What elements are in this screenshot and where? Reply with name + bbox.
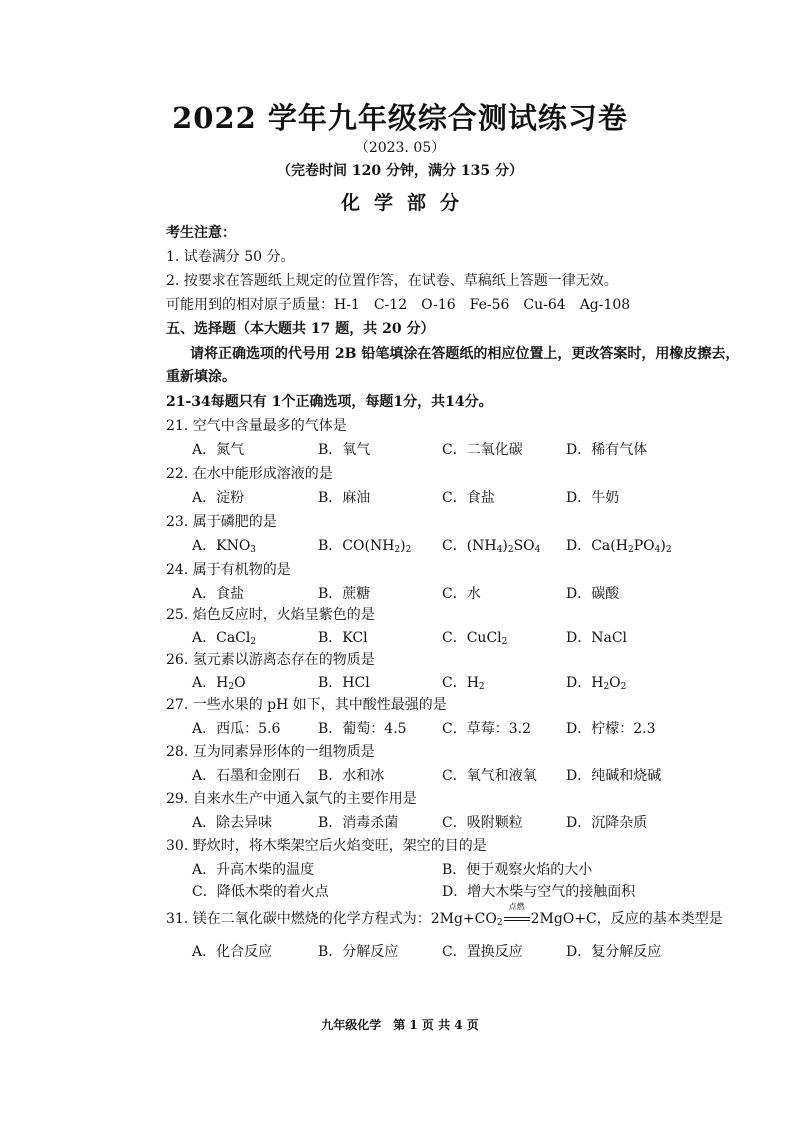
option-a: A．食盐 (192, 586, 245, 602)
question-28: 28. 互为同素异形体的一组物质是 (166, 744, 375, 760)
atomic-masses: 可能用到的相对原子质量：H-1 C-12 O-16 Fe-56 Cu-64 Ag-108 (166, 297, 631, 313)
option-c: C．置换反应 (442, 944, 523, 960)
option-d: D．$Ca(H_2PO_4)_2$ (566, 538, 672, 555)
option-b: B．KCl (318, 630, 368, 646)
option-b: B．分解反应 (318, 944, 399, 960)
question-31: 31. 镁在二氧化碳中燃烧的化学方程式为：$2Mg+CO_2$ 点燃 2MgO+C，反应的基本类型是 (166, 902, 723, 928)
option-a: A．除去异味 (192, 815, 273, 831)
option-b: B．水和冰 (318, 768, 385, 784)
option-a: A．氮气 (192, 442, 245, 458)
option-a: A．西瓜：5.6 (192, 721, 281, 737)
option-b: B．麻油 (318, 490, 371, 506)
question-27: 27. 一些水果的 pH 如下，其中酸性最强的是 (166, 697, 447, 713)
option-b: B．蔗糖 (318, 586, 371, 602)
question-30: 30. 野炊时，将木柴架空后火焰变旺，架空的目的是 (166, 838, 487, 854)
option-a: A．化合反应 (192, 944, 273, 960)
equals-arrow (503, 902, 531, 927)
option-a: A．石墨和金刚石 (192, 768, 301, 784)
option-b: B．便于观察火焰的大小 (442, 862, 593, 878)
question-24: 24. 属于有机物的是 (166, 562, 291, 578)
page-title: 2022 学年九年级综合测试练习卷 (172, 101, 628, 135)
option-d: D．稀有气体 (566, 442, 648, 458)
option-c: C．草莓：3.2 (442, 721, 531, 737)
option-d: D．柠檬：2.3 (566, 721, 656, 737)
option-c: C．$H_2$ (442, 675, 485, 692)
option-a: A．升高木柴的温度 (192, 862, 315, 878)
exam-date: （2023. 05） (354, 140, 446, 156)
option-a: A．CaCl$_2$ (192, 630, 257, 647)
option-c: C．二氧化碳 (442, 442, 523, 458)
option-c: C．水 (442, 586, 481, 602)
option-b: B．消毒杀菌 (318, 815, 399, 831)
option-a: A．$KNO_3$ (192, 538, 257, 555)
notes-heading: 考生注意： (166, 225, 236, 241)
note-1: 1. 试卷满分 50 分。 (166, 249, 295, 265)
part-5-heading: 五、选择题（本大题共 17 题，共 20 分） (166, 321, 435, 337)
equation-left: 2Mg+CO (430, 911, 497, 927)
option-c: C．$(NH_4)_2SO_4$ (442, 538, 541, 555)
question-23: 23. 属于磷肥的是 (166, 514, 277, 530)
reaction-condition: 点燃 (508, 902, 525, 911)
option-d: D．碳酸 (566, 586, 620, 602)
equation-right: 2MgO+C (530, 911, 597, 927)
part-5-instruction-1: 请将正确选项的代号用 2B 铅笔填涂在答题纸的相应位置上，更改答案时，用橡皮擦去， (190, 346, 740, 362)
option-c: C．降低木柴的着火点 (192, 884, 329, 900)
question-26: 26. 氢元素以游离态存在的物质是 (166, 652, 375, 668)
option-d: D．牛奶 (566, 490, 620, 506)
question-25: 25. 焰色反应时，火焰呈紫色的是 (166, 607, 375, 623)
option-b: B．HCl (318, 675, 370, 691)
option-d: D．增大木柴与空气的接触面积 (442, 884, 636, 900)
option-c: C．吸附颗粒 (442, 815, 523, 831)
question-29: 29. 自来水生产中通入氯气的主要作用是 (166, 791, 417, 807)
section-title: 化学部分 (340, 192, 473, 214)
note-2: 2. 按要求在答题纸上规定的位置作答，在试卷、草稿纸上答题一律无效。 (166, 273, 618, 289)
part-5-instruction-2: 重新填涂。 (166, 369, 236, 385)
option-b: B．$CO(NH_2)_2$ (318, 538, 412, 555)
option-c: C．食盐 (442, 490, 495, 506)
option-b: B．氧气 (318, 442, 371, 458)
option-d: D．沉降杂质 (566, 815, 648, 831)
part-5-subheading: 21-34每题只有 1个正确选项，每题1分，共14分。 (166, 394, 493, 410)
option-a: A．$H_2O$ (192, 675, 246, 692)
option-d: D．NaCl (566, 630, 628, 646)
question-22: 22. 在水中能形成溶液的是 (166, 466, 333, 482)
page-footer: 九年级化学 第 1 页 共 4 页 (321, 1018, 479, 1032)
option-c: C．氧气和液氧 (442, 768, 537, 784)
option-d: D．复分解反应 (566, 944, 662, 960)
option-a: A．淀粉 (192, 490, 245, 506)
option-d: D．$H_2O_2$ (566, 675, 627, 692)
option-b: B．葡萄：4.5 (318, 721, 407, 737)
option-d: D．纯碱和烧碱 (566, 768, 662, 784)
question-21: 21. 空气中含量最多的气体是 (166, 418, 347, 434)
exam-duration: （完卷时间 120 分钟，满分 135 分） (277, 163, 523, 179)
option-c: C．CuCl$_2$ (442, 630, 508, 647)
